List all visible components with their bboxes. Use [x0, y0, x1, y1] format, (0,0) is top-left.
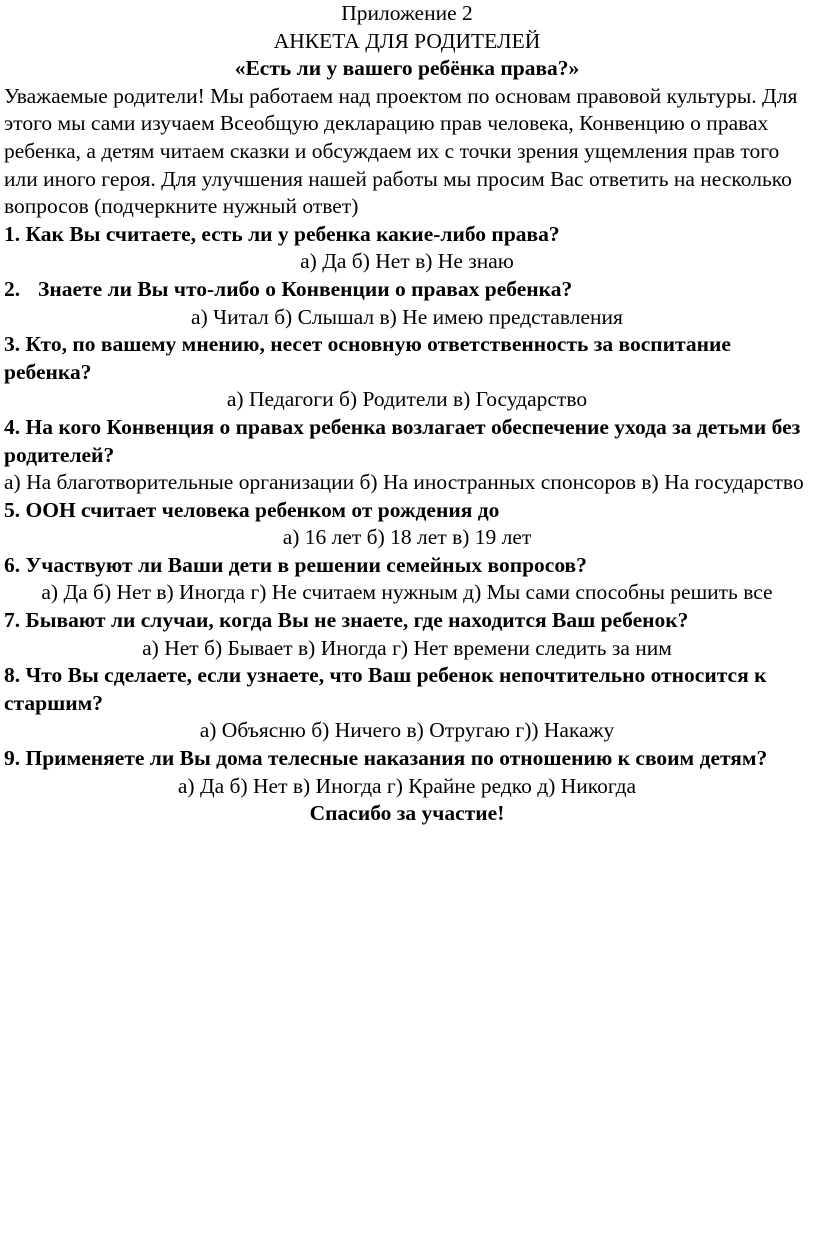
question-2-text: Знаете ли Вы что-либо о Конвенции о правах ребенка? [38, 276, 573, 301]
question-9: 9. Применяете ли Вы дома телесные наказания по отношению к своим детям? [4, 746, 768, 771]
document-subtitle: «Есть ли у вашего ребёнка права?» [234, 56, 580, 81]
question-5: 5. ООН считает человека ребенком от рождения до [4, 497, 500, 522]
question-4: 4. На кого Конвенция о правах ребенка возлагает обеспечение ухода за детьми без родителей? [4, 414, 801, 467]
answers-8: а) Объясню б) Ничего в) Отругаю г)) Накажу [199, 718, 615, 743]
answers-1: а) Да б) Нет в) Не знаю [300, 249, 514, 274]
document-title: АНКЕТА ДЛЯ РОДИТЕЛЕЙ [273, 28, 541, 53]
answers-4: а) На благотворительные организации б) На иностранных спонсоров в) На государство [4, 470, 804, 495]
answers-9: а) Да б) Нет в) Иногда г) Крайне редко д) Никогда [177, 773, 637, 798]
question-8: 8. Что Вы сделаете, если узнаете, что Ваш ребенок непочтительно относится к старшим? [4, 663, 767, 715]
question-3: 3. Кто, по вашему мнению, несет основную ответственность за воспитание ребенка? [4, 332, 731, 384]
answers-6: а) Да б) Нет в) Иногда г) Не считаем нужным д) Мы сами способны решить все [41, 580, 773, 605]
answers-5: а) 16 лет б) 18 лет в) 19 лет [282, 525, 532, 550]
question-2-number: 2. [4, 276, 21, 301]
answers-3: а) Педагоги б) Родители в) Государство [226, 387, 588, 412]
appendix-label: Приложение 2 [341, 1, 473, 25]
question-6: 6. Участвуют ли Ваши дети в решении семейных вопросов? [4, 552, 587, 577]
question-7: 7. Бывают ли случаи, когда Вы не знаете, где находится Ваш ребенок? [4, 608, 689, 633]
intro-paragraph: Уважаемые родители! Мы работаем над проектом по основам правовой культуры. Для этого мы сами изучаем Всеобщую декларацию прав человека, Конвенцию о правах ребенка, а детям читаем сказки и обсуждаем их с точки зрения ущемления прав того или иного героя. Для улучшения нашей работы мы просим Вас ответить на несколько вопросов (подчеркните нужный ответ) [4, 83, 798, 219]
question-2 [4, 276, 810, 304]
answers-2: а) Читал б) Слышал в) Не имею представления [191, 304, 623, 329]
thank-you-note: Спасибо за участие! [309, 801, 505, 826]
answers-7: а) Нет б) Бывает в) Иногда г) Нет времени следить за ним [142, 635, 672, 660]
question-1: 1. Как Вы считаете, есть ли у ребенка какие-либо права? [4, 221, 560, 246]
